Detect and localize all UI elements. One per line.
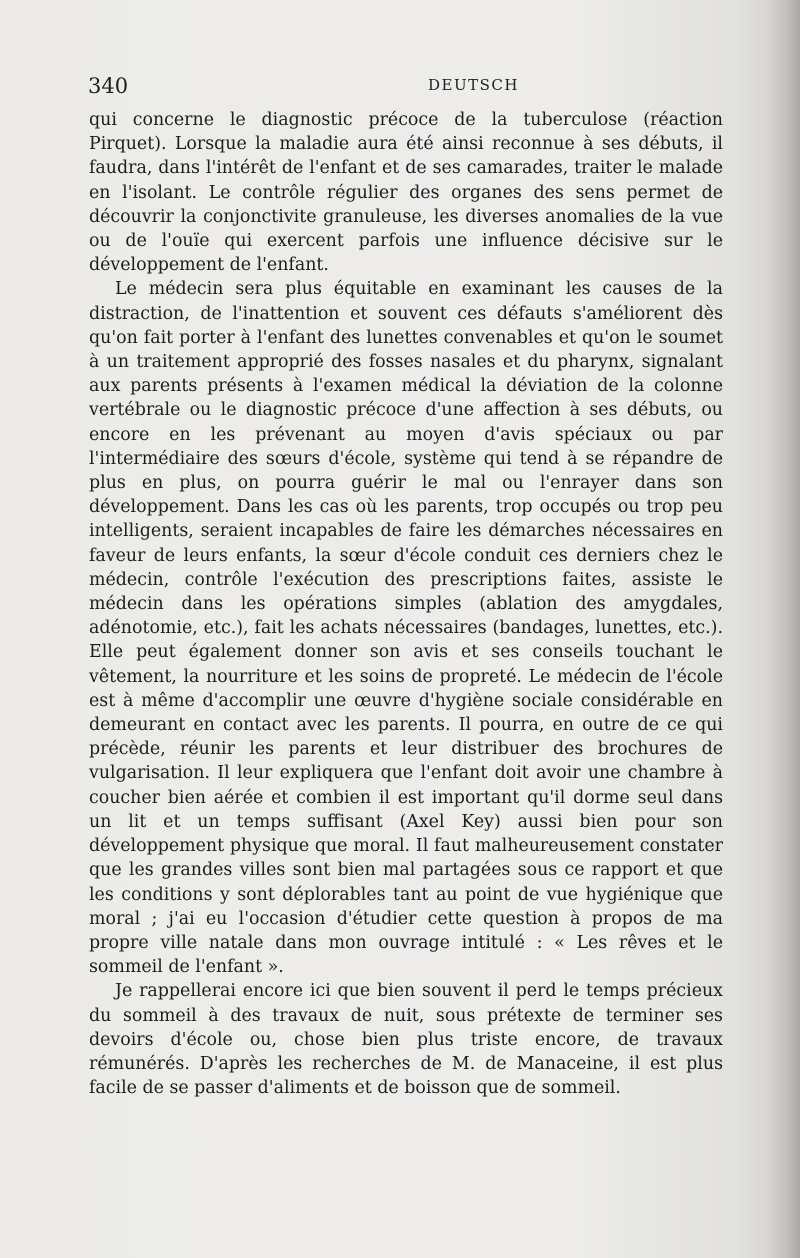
page-edge-shadow bbox=[766, 0, 800, 1258]
page-header bbox=[88, 74, 720, 102]
paragraph-1: qui concerne le diagnostic précoce de la tuberculose (réaction Pirquet). Lorsque la maladie aura été ainsi reconnue à ses débuts, il faudra, dans l'intérêt de l'enfant et de ses camarades, traiter le malade en l'isolant. Le contrôle régulier des organes des sens permet de découvrir la conjonctivite granuleuse, les diverses anomalies de la vue ou de l'ouïe qui exercent parfois une influence décisive sur le développement de l'enfant. bbox=[89, 110, 723, 276]
paragraph-3: Je rappellerai encore ici que bien souvent il perd le temps précieux du sommeil à des travaux de nuit, sous prétexte de terminer ses devoirs d'école ou, chose bien plus triste encore, de travaux rémunérés. D'après les recherches de M. de Manaceine, il est plus facile de se passer d'aliments et de boisson que de sommeil. bbox=[89, 981, 723, 1099]
running-head: DEUTSCH bbox=[428, 76, 519, 94]
body-text bbox=[89, 108, 723, 1100]
page-number: 340 bbox=[88, 74, 129, 98]
paragraph-2: Le médecin sera plus équitable en examinant les causes de la distraction, de l'inattention et souvent ces défauts s'améliorent dès qu'on fait porter à l'enfant des lunettes convenables et qu'on le soumet à un traitement approprié des fosses nasales et du pharynx, signalant aux parents présents à l'examen médical la déviation de la colonne vertébrale ou le diagnostic précoce d'une affection à ses débuts, ou encore en les prévenant au moyen d'avis spéciaux ou par l'intermédiaire des sœurs d'école, système qui tend à se répandre de plus en plus, on pourra guérir le mal ou l'enrayer dans son développement. Dans les cas où les parents, trop occupés ou trop peu intelligents, seraient incapables de faire les démarches nécessaires en faveur de leurs enfants, la sœur d'école conduit ces derniers chez le médecin, contrôle l'exécution des prescriptions faites, assiste le médecin dans les opérations simples (ablation des amygdales, adénotomie, etc.), fait les achats nécessaires (bandages, lunettes, etc.). Elle peut également donner son avis et ses conseils touchant le vêtement, la nourriture et les soins de propreté. Le médecin de l'école est à même d'accomplir une œuvre d'hygiène sociale considérable en demeurant en contact avec les parents. Il pourra, en outre de ce qui précède, réunir les parents et leur distribuer des brochures de vulgarisation. Il leur expliquera que l'enfant doit avoir une chambre à coucher bien aérée et combien il est important qu'il dorme seul dans un lit et un temps suffisant (Axel Key) aussi bien pour son développement physique que moral. Il faut malheureusement constater que les grandes villes sont bien mal partagées sous ce rapport et que les conditions y sont déplorables tant au point de vue hygiénique que moral ; j'ai eu l'occasion d'étudier cette question à propos de ma propre ville natale dans mon ouvrage intitulé : « Les rêves et le sommeil de l'enfant ». bbox=[89, 279, 723, 978]
